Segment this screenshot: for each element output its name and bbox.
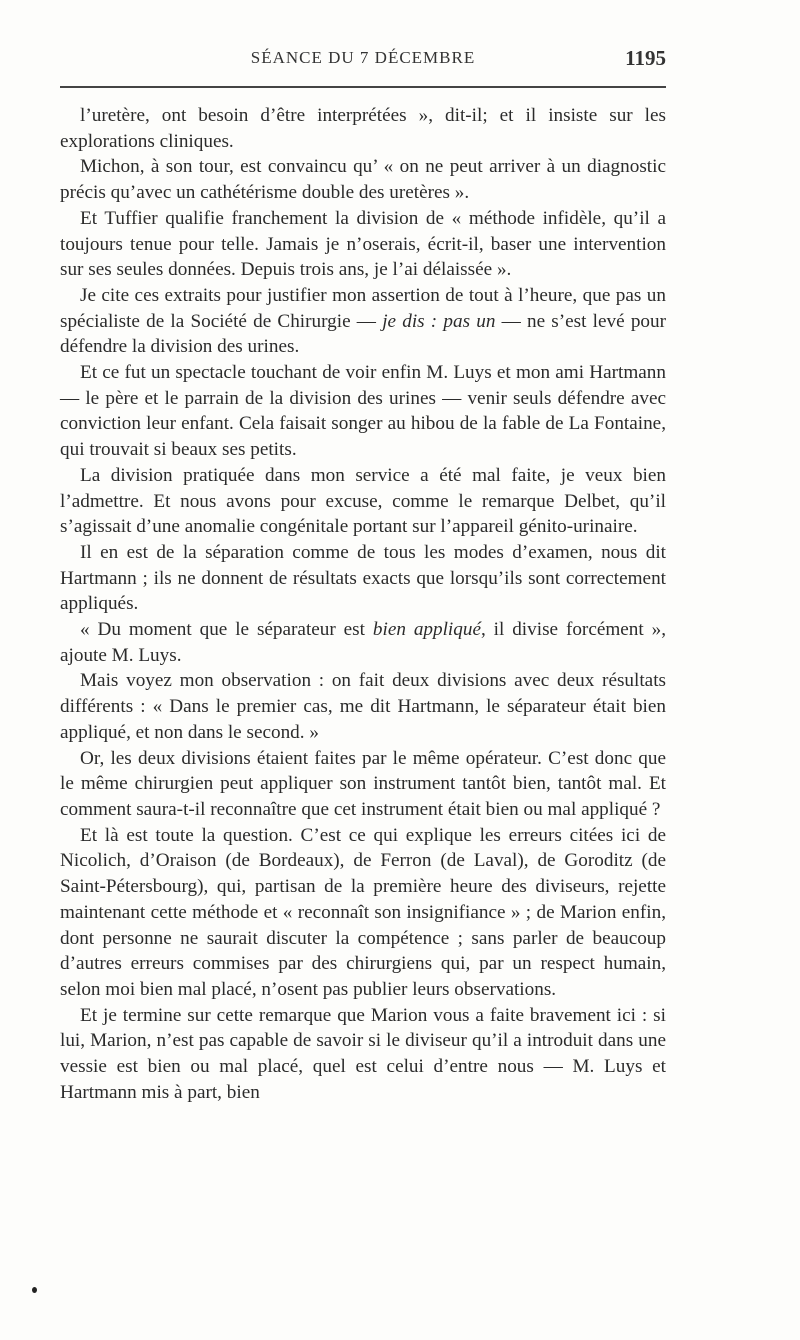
paragraph xyxy=(60,154,666,205)
paragraph xyxy=(60,668,666,745)
text-segment: Je cite ces extraits pour justifier mon assertion de tout à l’heure, que pas un spécialiste de la Société de Chirurgie — xyxy=(60,284,666,332)
paragraph xyxy=(60,617,666,668)
text-segment: Il en est de la séparation comme de tous les modes d’examen, nous dit Hartmann ; ils ne donnent de résultats exacts que lorsqu’ils sont correctement appliqués. xyxy=(60,541,666,615)
text-segment: l’uretère, ont besoin d’être interprétées », dit-il; et il insiste sur les explorations cliniques. xyxy=(60,105,666,152)
paragraph xyxy=(60,103,666,154)
page-header xyxy=(60,48,666,88)
header-rule xyxy=(60,86,666,88)
paragraph xyxy=(60,463,666,540)
paragraph xyxy=(60,283,666,360)
print-speck xyxy=(32,1287,37,1293)
text-segment: Et je termine sur cette remarque que Marion vous a faite bravement ici : si lui, Marion, n’est pas capable de savoir si le diviseur qu’il a introduit dans une vessie est bien ou mal placé, quel est celui d’entre nous — M. Luys et Hartmann mis à part, bien xyxy=(60,1004,666,1103)
text-segment: Et là est toute la question. C’est ce qui explique les erreurs citées ici de Nicolich, d’Oraison (de Bordeaux), de Ferron (de Laval), de Goroditz (de Saint-Pétersbourg), qui, partisan de la première heure des diviseurs, rejette maintenant cette méthode et « reconnaît son insignifiance » ; de Marion enfin, dont personne ne saurait discuter la compétence ; sans parler de beaucoup d’autres erreurs commises par des chirurgiens qui, par un respect humain, selon moi bien mal placé, n’osent pas publier leurs observations. xyxy=(60,824,666,1000)
paragraph xyxy=(60,746,666,823)
paragraph xyxy=(60,540,666,617)
text-segment: Or, les deux divisions étaient faites par le même opérateur. C’est donc que le même chirurgien peut appliquer son instrument tantôt bien, tantôt mal. Et comment saura-t-il reconnaître que cet instrument était bien ou mal appliqué ? xyxy=(60,747,666,820)
paragraph xyxy=(60,823,666,1003)
text-segment: — ne s’est levé pour défendre la division des urines. xyxy=(60,310,666,358)
text-segment: Et ce fut un spectacle touchant de voir enfin M. Luys et mon ami Hartmann — le père et le parrain de la division des urines — venir seuls défendre avec conviction leur enfant. Cela faisait songer au hibou de la fable de La Fontaine, qui trouvait si beaux ses petits. xyxy=(60,362,666,461)
text-segment: , il divise forcément », ajoute M. Luys. xyxy=(60,619,666,666)
text-segment: Et Tuffier qualifie franchement la division de « méthode infidèle, qu’il a toujours tenue pour telle. Jamais je n’oserais, écrit-il, baser une intervention sur ses seules données. Depuis trois ans, je l’ai délaissée ». xyxy=(60,207,666,281)
italic-text: je dis : pas un xyxy=(382,310,496,332)
paragraph xyxy=(60,360,666,463)
text-segment: Mais voyez mon observation : on fait deux divisions avec deux résultats différents : « Dans le premier cas, me dit Hartmann, le séparateur était bien appliqué, et non dans le second. » xyxy=(60,670,666,743)
paragraph xyxy=(60,1003,666,1106)
italic-text: bien appliqué xyxy=(372,619,481,641)
text-segment: La division pratiquée dans mon service a été mal faite, je veux bien l’admettre. Et nous avons pour excuse, comme le remarque Delbet, qu’il s’agissait d’une anomalie congénitale portant sur l’appareil génito-urinaire. xyxy=(60,464,666,538)
running-head: SÉANCE DU 7 DÉCEMBRE xyxy=(250,48,476,67)
text-segment: Michon, à son tour, est convaincu qu’ « on ne peut arriver à un diagnostic précis qu’avec un cathétérisme double des uretères ». xyxy=(60,156,666,204)
page-number: 1195 xyxy=(625,46,666,70)
text-segment: « Du moment que le séparateur est xyxy=(80,619,373,641)
paragraph xyxy=(60,206,666,283)
body-text xyxy=(60,103,666,1105)
